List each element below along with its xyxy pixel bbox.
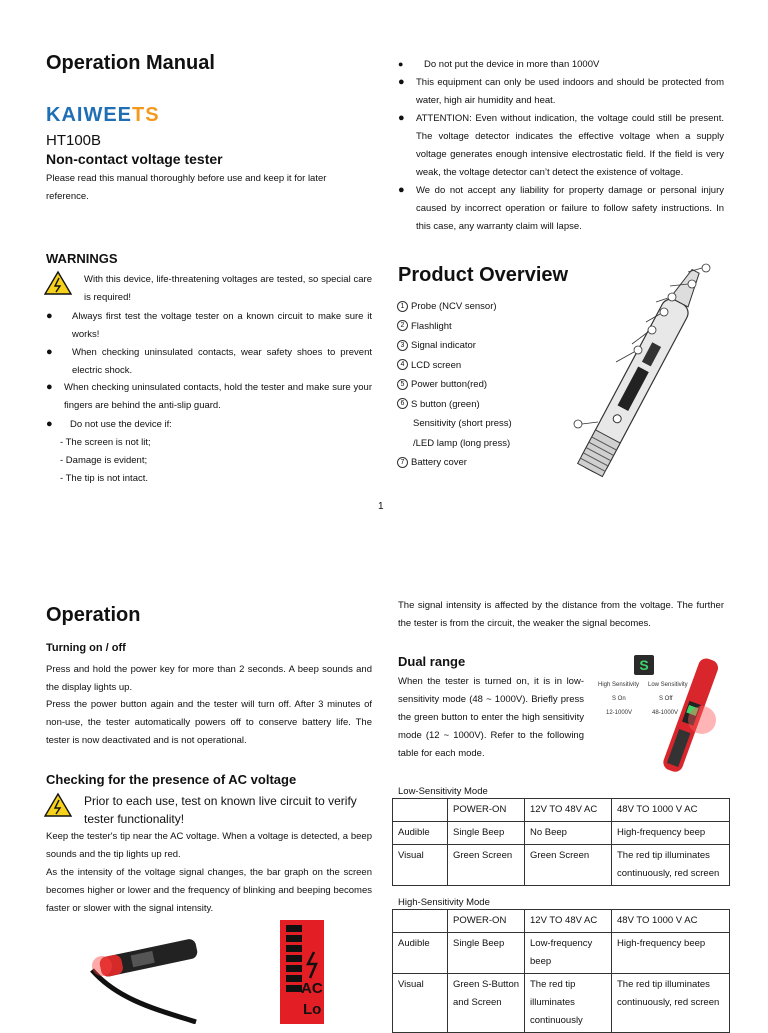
- lcd-lo-label: Lo: [303, 1001, 322, 1018]
- caution-item: ● This equipment can only be used indoors and should be protected from water, high air humidity and heat.: [398, 76, 724, 106]
- warning-icon: [44, 270, 72, 296]
- table-row: Visual Green Screen Green Screen The red tip illuminates continuously, red screen: [393, 845, 730, 886]
- low-sensitivity-label: Low Sensitivity: [648, 682, 688, 688]
- s-off-label: S Off: [659, 696, 673, 702]
- lcd-ac-label: AC: [301, 980, 323, 997]
- operation-heading: Operation: [46, 604, 141, 626]
- warning-item: ● Always first test the voltage tester on a known circuit to make sure it works!: [46, 310, 372, 340]
- page-title: Operation Manual: [46, 52, 215, 74]
- signal-text: The signal intensity is affected by the distance from the voltage. The further the tester is from the circuit, the weaker the signal becomes.: [398, 600, 724, 629]
- warning-icon: [44, 792, 72, 818]
- overview-item: 4 LCD screen: [397, 356, 512, 376]
- ac-text-2: As the intensity of the voltage signal changes, the bar graph on the screen becomes higher or lower and the frequency of blinking and beeping becomes faster or slower with the signal intensity.: [46, 867, 372, 914]
- condition-item: - The tip is not intact.: [60, 473, 149, 484]
- caution-item: ● ATTENTION: Even without indication, the voltage could still be present. The voltage detector indicates the effective voltage when a supply voltage generates enough intensive electrostatic field. If the field is very weak, the voltage detector can’t detect the existence of voltage.: [398, 112, 724, 178]
- dual-range-heading: Dual range: [398, 654, 466, 669]
- ac-heading: Checking for the presence of AC voltage: [46, 772, 297, 787]
- tester-diagram: [560, 262, 720, 482]
- page-number: 1: [378, 501, 384, 512]
- tester-image: [640, 652, 730, 782]
- table-header-row: POWER-ON 12V TO 48V AC 48V TO 1000 V AC: [393, 910, 730, 933]
- overview-item: 5 Power button(red): [397, 375, 512, 395]
- high-range-label: 12-1000V: [606, 710, 633, 716]
- condition-item: - Damage is evident;: [60, 455, 148, 466]
- overview-heading: Product Overview: [398, 264, 569, 286]
- turning-heading: Turning on / off: [46, 642, 126, 654]
- warnings-heading: WARNINGS: [46, 251, 118, 266]
- condition-item: - The screen is not lit;: [60, 437, 151, 448]
- table-row: Audible Single Beep Low-frequency beep High-frequency beep: [393, 933, 730, 974]
- caution-item: ● Do not put the device in more than 1000V: [398, 59, 600, 70]
- overview-item: 3 Signal indicator: [397, 336, 512, 356]
- overview-item: 1 Probe (NCV sensor): [397, 297, 512, 317]
- ac-text-1: Keep the tester's tip near the AC voltage. When a voltage is detected, a beep sounds and the tip lights up red.: [46, 831, 372, 860]
- caution-item: ● We do not accept any liability for property damage or personal injury caused by incorrect operation or failure to follow safety instructions. In this case, any warranty claim will lapse.: [398, 184, 724, 232]
- warning-item: ● Do not use the device if:: [46, 418, 172, 430]
- overview-item: 7 Battery cover: [397, 453, 512, 473]
- warning-item: ● When checking uninsulated contacts, hold the tester and make sure your fingers are behind the anti-slip guard.: [46, 381, 372, 411]
- s-on-label: S On: [612, 696, 626, 702]
- warning-first: With this device, life-threatening voltages are tested, so special care is required!: [84, 274, 372, 303]
- brand-logo: KAIWEETS: [46, 104, 160, 126]
- overview-item: Sensitivity (short press): [413, 418, 512, 429]
- intro-text: Please read this manual thoroughly before use and keep it for later reference.: [46, 173, 327, 202]
- low-mode-title: Low-Sensitivity Mode: [398, 786, 488, 797]
- product-name: Non-contact voltage tester: [46, 151, 223, 167]
- dual-range-text: When the tester is turned on, it is in low-sensitivity mode (48 ~ 1000V). Briefly press the green button to enter the high sensitivity mode (12 ~ 1000V). Refer to the following table for each mode.: [398, 676, 584, 759]
- s-button-icon: S: [634, 655, 654, 675]
- table-header-row: POWER-ON 12V TO 48V AC 48V TO 1000 V AC: [393, 799, 730, 822]
- warning-item: ● When checking uninsulated contacts, wear safety shoes to prevent electric shock.: [46, 346, 372, 376]
- overview-item: /LED lamp (long press): [413, 437, 511, 449]
- overview-list: [397, 297, 512, 473]
- high-mode-title: High-Sensitivity Mode: [398, 897, 490, 908]
- high-sensitivity-table: [392, 909, 730, 1033]
- tester-photo: [88, 930, 200, 1024]
- turning-text-2: Press the power button again and the tester will turn off. After 3 minutes of non-use, the tester automatically powers off to conserve battery life. The tester is now deactivated and is not operational.: [46, 699, 372, 746]
- overview-item: 2 Flashlight: [397, 317, 512, 337]
- turning-text-1: Press and hold the power key for more than 2 seconds. A beep sounds and the display lights up.: [46, 664, 372, 693]
- table-row: Audible Single Beep No Beep High-frequency beep: [393, 822, 730, 845]
- overview-item: 6 S button (green): [397, 395, 512, 415]
- high-sensitivity-label: High Sensitivity: [598, 682, 640, 688]
- model-number: HT100B: [46, 132, 102, 149]
- low-sensitivity-table: [392, 798, 730, 886]
- ac-warning-text: Prior to each use, test on known live circuit to verify tester functionality!: [84, 794, 357, 826]
- table-row: Visual Green S-Button and Screen The red tip illuminates continuously The red tip illuminates continuously, red screen: [393, 974, 730, 1033]
- low-range-label: 48-1000V: [652, 710, 679, 716]
